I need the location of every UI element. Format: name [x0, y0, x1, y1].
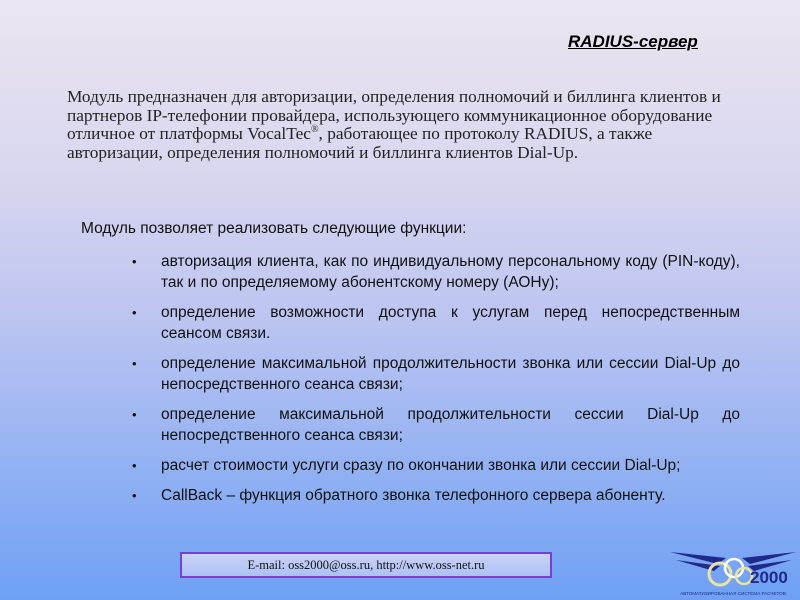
- registered-mark: ®: [310, 124, 319, 135]
- bullet-icon: •: [132, 356, 137, 371]
- logo-wing-right: [742, 552, 796, 564]
- bullet-icon: •: [132, 407, 137, 422]
- logo-caption: АВТОМАТИЗИРОВАННАЯ СИСТЕМА РАСЧЕТОВ: [680, 591, 786, 596]
- intro-text-part2: , работающее по протоколу RADIUS, а также авторизации, определения полномочий и биллинга клиентов Dial-Up.: [67, 124, 653, 162]
- list-item: [130, 353, 740, 395]
- list-item-text: авторизация клиента, как по индивидуальному персональному коду (PIN-коду), так и по определяемому абонентскому номеру (АОНу);: [161, 253, 740, 291]
- slide-title: RADIUS-сервер: [568, 32, 698, 51]
- oss-2000-logo: [668, 538, 798, 598]
- list-item: [130, 302, 740, 344]
- functions-lead: Модуль позволяет реализовать следующие функции:: [81, 220, 467, 237]
- bullet-icon: •: [132, 488, 137, 503]
- bullet-icon: •: [132, 254, 137, 269]
- list-item-text: CallBack – функция обратного звонка телефонного сервера абоненту.: [161, 487, 666, 504]
- list-item: [130, 251, 740, 293]
- list-item-text: определение максимальной продолжительности звонка или сессии Dial-Up до непосредственного сеанса связи;: [161, 355, 740, 393]
- list-item-text: определение возможности доступа к услугам перед непосредственным сеансом связи.: [161, 304, 740, 342]
- intro-text-part1: Модуль предназначен для авторизации, определения полномочий и биллинга клиентов и партнеров IP-телефонии провайдера, использующего коммуникационное оборудование отличное от платформы VocalTec: [67, 87, 721, 143]
- bullet-icon: •: [132, 305, 137, 320]
- list-item: [130, 404, 740, 446]
- logo-year: 2000: [750, 568, 788, 587]
- list-item-text: расчет стоимости услуги сразу по окончании звонка или сессии Dial-Up;: [161, 457, 681, 474]
- contact-footer: E-mail: oss2000@oss.ru, http://www.oss-net.ru: [180, 552, 552, 578]
- list-item: [130, 485, 740, 506]
- bullet-icon: •: [132, 458, 137, 473]
- list-item: [130, 455, 740, 476]
- intro-paragraph: [67, 88, 737, 162]
- functions-list: [130, 251, 740, 515]
- list-item-text: определение максимальной продолжительности сессии Dial-Up до непосредственного сеанса связи;: [161, 406, 740, 444]
